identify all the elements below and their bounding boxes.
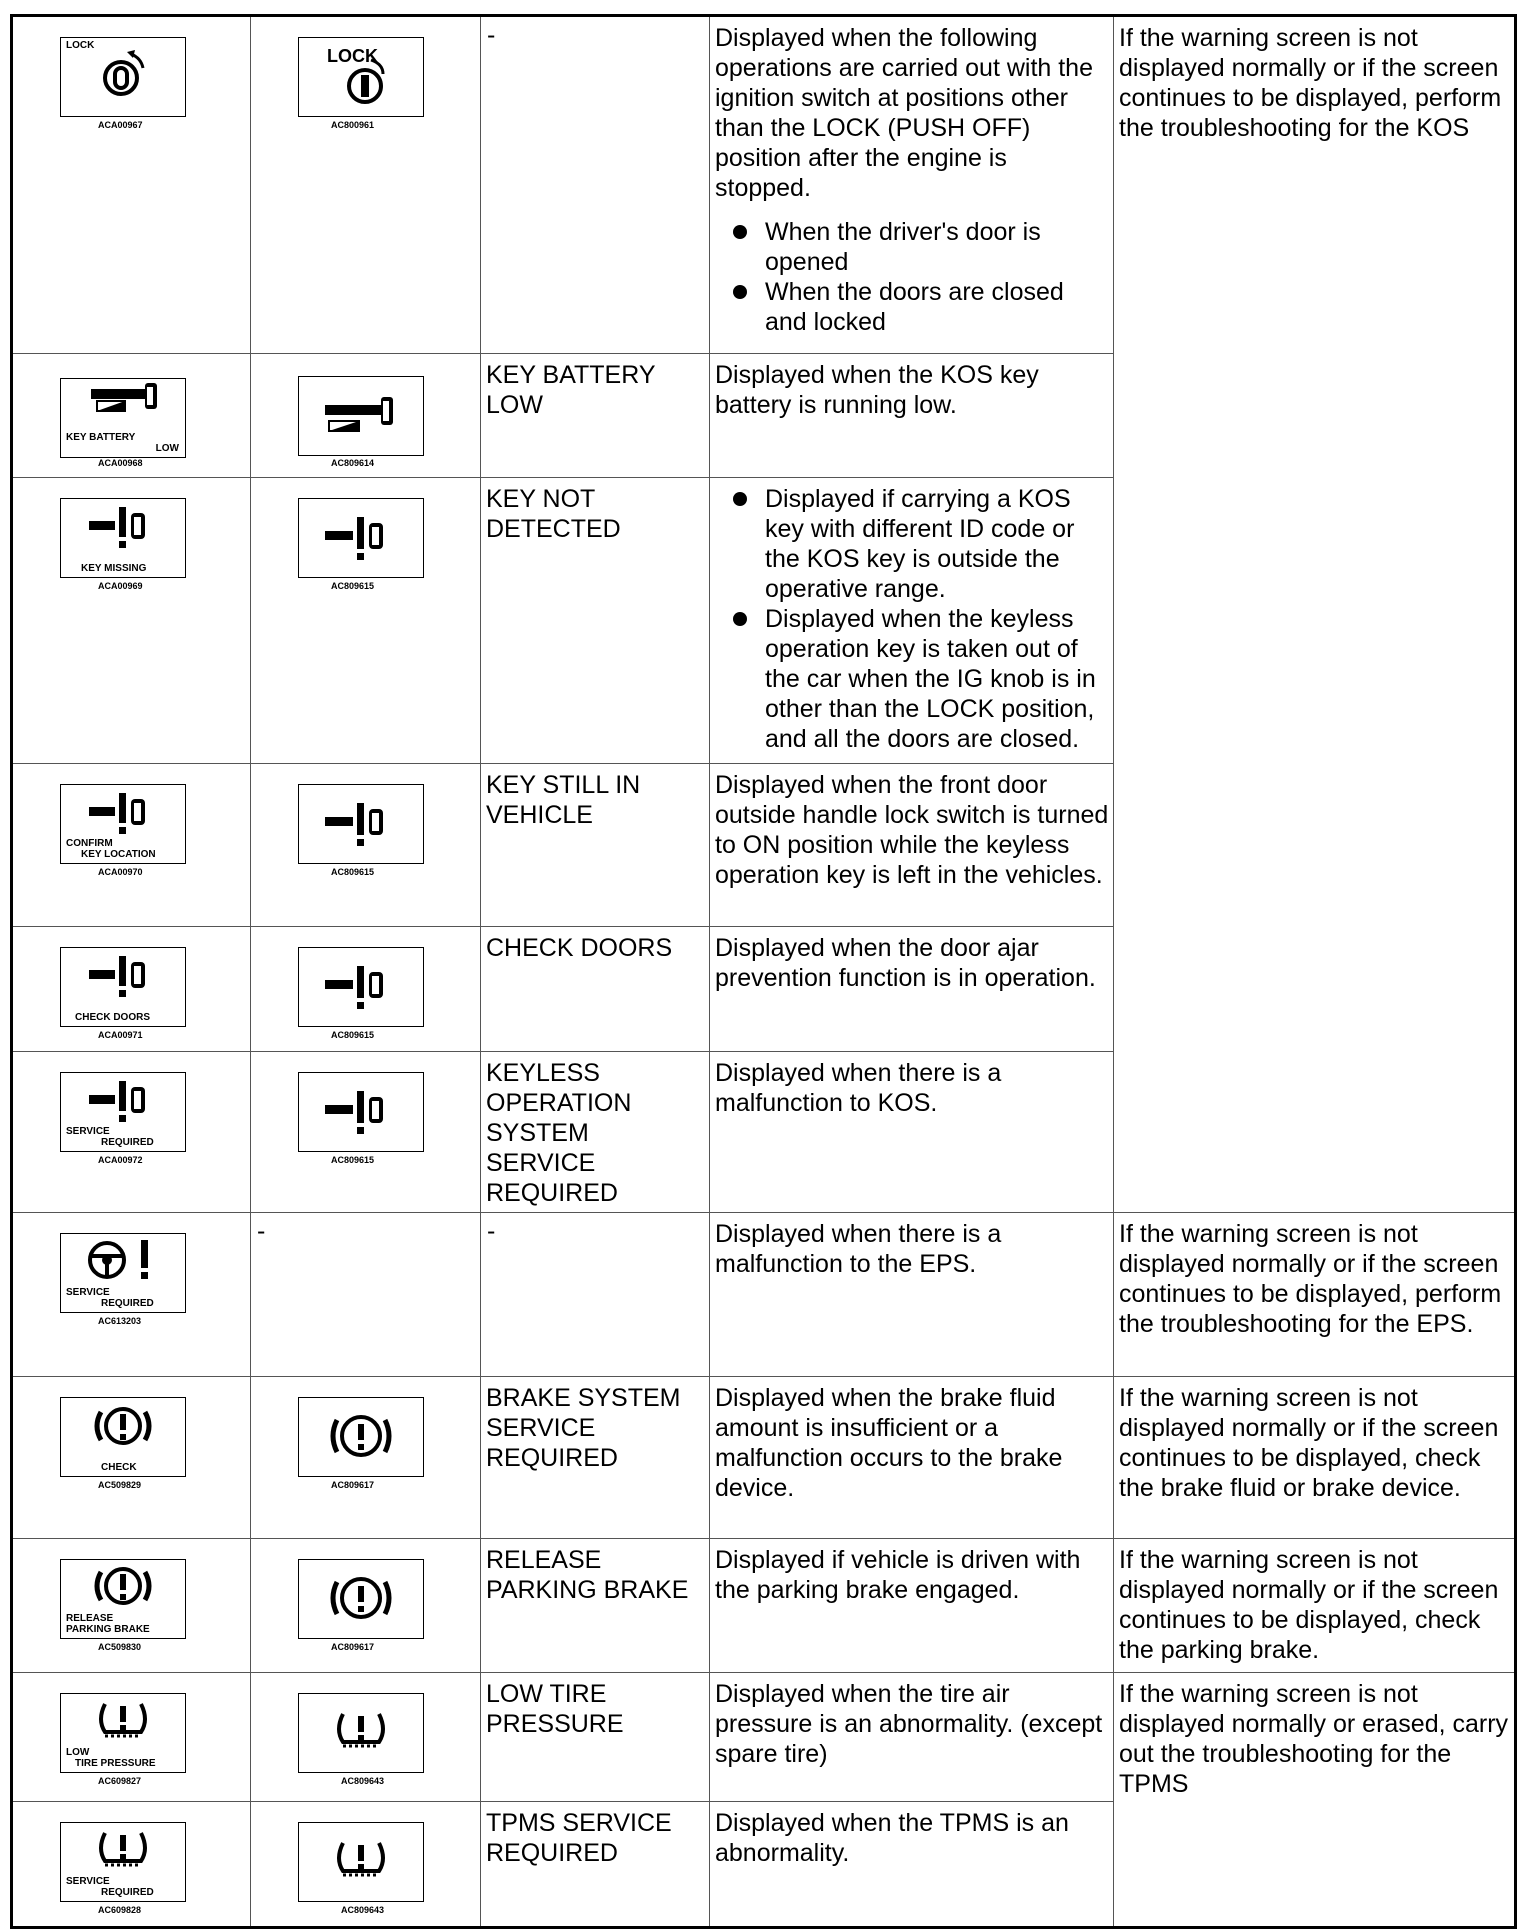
lock-icon — [298, 37, 424, 117]
table-row — [12, 1539, 1516, 1673]
key-battery-graphic — [299, 377, 423, 455]
icon-code: AC809615 — [331, 581, 375, 591]
tire-pressure-icon — [298, 1693, 424, 1773]
warning-table — [10, 14, 1517, 1929]
key-warning-graphic — [299, 499, 423, 577]
brake-warning-icon — [298, 1397, 424, 1477]
key-warning-icon — [60, 498, 186, 578]
key-warning-graphic — [299, 1073, 423, 1151]
message-text: TPMS SERVICE REQUIRED — [486, 1809, 672, 1867]
message-cell — [481, 354, 710, 478]
remedy-text: If the warning screen is not displayed normally or if the screen continues to be displayed, perform the troubleshooting for the EPS. — [1119, 1220, 1502, 1338]
table-row — [12, 1213, 1516, 1377]
icon-code: AC609827 — [98, 1776, 142, 1786]
icon-a-cell — [12, 16, 251, 354]
icon-label: RELEASE — [66, 1613, 114, 1624]
description-text: Displayed if vehicle is driven with the parking brake engaged. — [715, 1546, 1081, 1604]
description-cell — [710, 764, 1114, 927]
description-text: Displayed when there is a malfunction to the EPS. — [715, 1220, 1002, 1278]
icon-a-cell — [12, 1673, 251, 1802]
icon-label: SERVICE — [66, 1287, 110, 1298]
brake-warning-icon — [60, 1559, 186, 1639]
description-cell — [710, 478, 1114, 764]
icon-code: AC809617 — [331, 1480, 375, 1490]
bullet-list — [715, 217, 1109, 337]
description-cell — [710, 1377, 1114, 1539]
icon-b-cell — [251, 478, 481, 764]
message-text: - — [487, 1217, 496, 1245]
description-cell — [710, 16, 1114, 354]
icon-code: AC809617 — [331, 1642, 375, 1652]
icon-code: AC809615 — [331, 867, 375, 877]
icon-code: AC809643 — [341, 1776, 385, 1786]
message-cell — [481, 1673, 710, 1802]
icon-code: AC809615 — [331, 1030, 375, 1040]
warning-screen-table-page — [10, 14, 1514, 1915]
key-battery-icon — [60, 378, 186, 458]
lock-icon — [60, 37, 186, 117]
icon-label: CHECK — [101, 1462, 137, 1473]
description-text: Displayed when the tire air pressure is an abnormality. (except spare tire) — [715, 1680, 1103, 1768]
icon-label: KEY BATTERY — [66, 432, 136, 443]
message-text: KEY STILL IN VEHICLE — [486, 771, 641, 829]
key-warning-icon — [298, 498, 424, 578]
message-text: KEY BATTERY LOW — [486, 361, 656, 419]
list-item: When the doors are closed and locked — [765, 277, 1109, 337]
description-cell — [710, 1673, 1114, 1802]
description-cell — [710, 1213, 1114, 1377]
icon-label: SERVICE — [66, 1126, 110, 1137]
key-warning-icon — [60, 947, 186, 1027]
icon-b-cell — [251, 1802, 481, 1928]
icon-label: TIRE PRESSURE — [75, 1758, 156, 1769]
remedy-cell — [1114, 1539, 1516, 1673]
icon-b-cell — [251, 354, 481, 478]
table-row — [12, 1377, 1516, 1539]
message-cell — [481, 478, 710, 764]
icon-label: LOW — [155, 443, 179, 454]
key-warning-graphic — [299, 948, 423, 1026]
icon-code: AC800961 — [331, 120, 375, 130]
icon-a-cell — [12, 1539, 251, 1673]
icon-b-cell — [251, 927, 481, 1052]
icon-b-cell — [251, 764, 481, 927]
icon-a-cell — [12, 1802, 251, 1928]
remedy-cell — [1114, 1673, 1516, 1928]
icon-a-cell — [12, 354, 251, 478]
description-cell — [710, 1802, 1114, 1928]
tire-pressure-graphic — [299, 1823, 423, 1901]
lock-icon-graphic — [299, 38, 423, 116]
description-cell — [710, 1052, 1114, 1213]
message-cell — [481, 16, 710, 354]
icon-label: REQUIRED — [101, 1298, 154, 1309]
key-battery-icon — [298, 376, 424, 456]
icon-label: SERVICE — [66, 1876, 110, 1887]
icon-b-cell — [251, 1377, 481, 1539]
bullet-list — [715, 484, 1109, 754]
icon-code: ACA00968 — [98, 458, 143, 468]
icon-code: ACA00971 — [98, 1030, 143, 1040]
list-item: Displayed when the keyless operation key is taken out of the car when the IG knob is in other than the LOCK position, and all the doors are closed. — [765, 604, 1109, 754]
icon-code: AC809643 — [341, 1905, 385, 1915]
message-cell — [481, 1802, 710, 1928]
icon-label: KEY MISSING — [81, 563, 147, 574]
icon-a-cell — [12, 1213, 251, 1377]
lock-icon-graphic — [61, 38, 185, 116]
message-cell — [481, 1539, 710, 1673]
key-warning-icon — [298, 784, 424, 864]
icon-b-cell — [251, 1673, 481, 1802]
message-text: KEY NOT DETECTED — [486, 485, 621, 543]
brake-warning-icon — [60, 1397, 186, 1477]
description-cell — [710, 1539, 1114, 1673]
steering-warning-icon — [60, 1233, 186, 1313]
icon-label: KEY LOCATION — [81, 849, 156, 860]
icon-code: AC809614 — [331, 458, 375, 468]
icon-a-cell — [12, 1052, 251, 1213]
key-warning-icon — [60, 784, 186, 864]
description-text: Displayed when the brake fluid amount is insufficient or a malfunction occurs to the brake device. — [715, 1384, 1063, 1502]
icon-label: PARKING BRAKE — [66, 1624, 150, 1635]
icon-b-cell — [251, 1213, 481, 1377]
lock-text: LOCK — [327, 46, 378, 66]
list-item: Displayed if carrying a KOS key with different ID code or the KOS key is outside the operative range. — [765, 484, 1109, 604]
table-row — [12, 1673, 1516, 1802]
description-cell — [710, 927, 1114, 1052]
list-item: When the driver's door is opened — [765, 217, 1109, 277]
empty-dash: - — [257, 1217, 266, 1245]
description-text: Displayed when the door ajar prevention function is in operation. — [715, 934, 1096, 992]
key-warning-graphic — [299, 785, 423, 863]
icon-label: CONFIRM — [66, 838, 113, 849]
tire-pressure-graphic — [299, 1694, 423, 1772]
remedy-cell — [1114, 1377, 1516, 1539]
description-text: Displayed when the KOS key battery is running low. — [715, 361, 1039, 419]
remedy-cell — [1114, 16, 1516, 1213]
icon-a-cell — [12, 478, 251, 764]
brake-warning-icon — [298, 1559, 424, 1639]
key-warning-icon — [298, 947, 424, 1027]
message-text: LOW TIRE PRESSURE — [486, 1680, 624, 1738]
brake-warning-graphic — [299, 1560, 423, 1638]
message-cell — [481, 1213, 710, 1377]
icon-label: REQUIRED — [101, 1887, 154, 1898]
icon-code: AC609828 — [98, 1905, 142, 1915]
icon-code: ACA00970 — [98, 867, 143, 877]
icon-b-cell — [251, 1052, 481, 1213]
tire-pressure-icon — [60, 1693, 186, 1773]
icon-code: ACA00967 — [98, 120, 143, 130]
description-text: Displayed when the following operations are carried out with the ignition switch at positions other than the LOCK (PUSH OFF) position after the engine is stopped. — [715, 24, 1093, 202]
icon-code: AC509830 — [98, 1642, 142, 1652]
key-warning-icon — [60, 1072, 186, 1152]
tire-pressure-icon — [298, 1822, 424, 1902]
icon-b-cell — [251, 16, 481, 354]
key-warning-icon — [298, 1072, 424, 1152]
icon-b-cell — [251, 1539, 481, 1673]
message-text: - — [487, 21, 496, 49]
remedy-text: If the warning screen is not displayed normally or erased, carry out the troubleshooting for the TPMS — [1119, 1680, 1509, 1798]
message-cell — [481, 1052, 710, 1213]
message-text: CHECK DOORS — [486, 934, 673, 962]
remedy-text: If the warning screen is not displayed normally or if the screen continues to be displayed, perform the troubleshooting for the KOS — [1119, 24, 1502, 142]
icon-label: CHECK DOORS — [75, 1012, 151, 1023]
icon-code: AC613203 — [98, 1316, 142, 1326]
icon-code: AC809615 — [331, 1155, 375, 1165]
icon-code: ACA00972 — [98, 1155, 143, 1165]
tire-pressure-icon — [60, 1822, 186, 1902]
icon-label: LOCK — [66, 40, 95, 51]
icon-a-cell — [12, 764, 251, 927]
icon-label: LOW — [66, 1747, 90, 1758]
message-text: BRAKE SYSTEM SERVICE REQUIRED — [486, 1384, 681, 1472]
description-text: Displayed when the TPMS is an abnormality. — [715, 1809, 1069, 1867]
message-cell — [481, 927, 710, 1052]
icon-code: ACA00969 — [98, 581, 143, 591]
description-text: Displayed when the front door outside handle lock switch is turned to ON position while the keyless operation key is left in the vehicles. — [715, 771, 1109, 889]
remedy-text: If the warning screen is not displayed normally or if the screen continues to be displayed, check the parking brake. — [1119, 1546, 1499, 1664]
description-cell — [710, 354, 1114, 478]
message-text: KEYLESS OPERATION SYSTEM SERVICE REQUIRED — [486, 1059, 632, 1207]
message-cell — [481, 1377, 710, 1539]
remedy-text: If the warning screen is not displayed normally or if the screen continues to be displayed, check the brake fluid or brake device. — [1119, 1384, 1499, 1502]
message-cell — [481, 764, 710, 927]
table-row — [12, 16, 1516, 354]
brake-warning-graphic — [299, 1398, 423, 1476]
description-text: Displayed when there is a malfunction to KOS. — [715, 1059, 1002, 1117]
icon-code: AC509829 — [98, 1480, 142, 1490]
icon-a-cell — [12, 1377, 251, 1539]
message-text: RELEASE PARKING BRAKE — [486, 1546, 689, 1604]
icon-label: REQUIRED — [101, 1137, 154, 1148]
icon-a-cell — [12, 927, 251, 1052]
remedy-cell — [1114, 1213, 1516, 1377]
